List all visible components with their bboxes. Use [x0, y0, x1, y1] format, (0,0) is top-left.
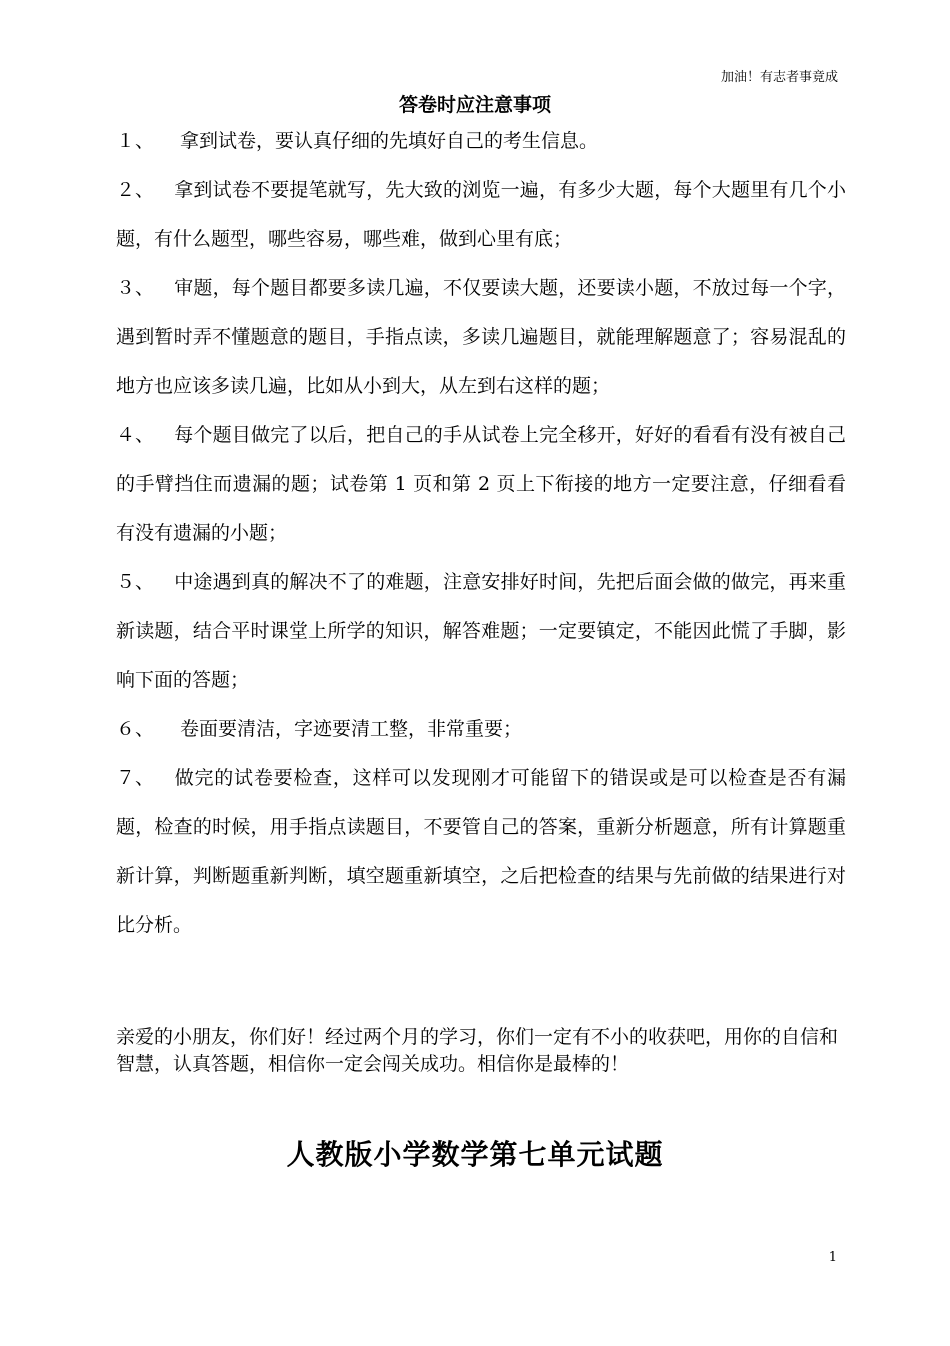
header-motto: 加油！有志者事竟成	[720, 70, 838, 85]
notice-item-text: 审题，每个题目都要多读几遍，不仅要读大题，还要读小题，不放过每一个字，遇到暂时弄不懂题意的题目，手指点读，多读几遍题目，就能理解题意了；容易混乱的地方也应该多读几遍，比如从小到大，从左到右这样的题；	[116, 277, 846, 397]
notice-item-number: ３、	[116, 277, 155, 299]
notice-title: 答卷时应注意事项	[398, 94, 551, 116]
notice-item-number: ６、	[116, 718, 155, 740]
notice-item-text: 做完的试卷要检查，这样可以发现刚才可能留下的错误或是可以检查是否有漏题，检查的时候，用手指点读题目，不要管自己的答案，重新分析题意，所有计算题重新计算，判断题重新判断，填空题重新填空，之后把检查的结果与先前做的结果进行对比分析。	[116, 767, 846, 936]
notice-item-number: １、	[116, 130, 155, 152]
notice-item-2	[116, 166, 846, 264]
exam-title: 人教版小学数学第七单元试题	[286, 1138, 664, 1171]
notice-item-1	[116, 117, 846, 166]
notice-item-6	[116, 705, 846, 754]
notice-item-number: ２、	[116, 179, 155, 201]
notice-item-3	[116, 264, 846, 411]
notice-item-7	[116, 754, 846, 950]
notice-item-number: ５、	[116, 571, 155, 593]
notice-item-text: 拿到试卷不要提笔就写，先大致的浏览一遍，有多少大题，每个大题里有几个小题，有什么题型，哪些容易，哪些难，做到心里有底；	[116, 179, 846, 250]
notice-item-text: 每个题目做完了以后，把自己的手从试卷上完全移开，好好的看看有没有被自己的手臂挡住而遗漏的题；试卷第 1 页和第 2 页上下衔接的地方一定要注意，仔细看看有没有遗漏的小题；	[116, 424, 846, 544]
greeting-paragraph: 亲爱的小朋友，你们好！经过两个月的学习，你们一定有不小的收获吧，用你的自信和智慧，认真答题，相信你一定会闯关成功。相信你是最棒的！	[116, 1026, 839, 1075]
notice-item-4	[116, 411, 846, 558]
notice-item-number: ４、	[116, 424, 155, 446]
notice-item-text: 拿到试卷，要认真仔细的先填好自己的考生信息。	[174, 130, 599, 152]
page-number: 1	[828, 1250, 837, 1265]
notice-item-number: ７、	[116, 767, 155, 789]
notice-item-text: 卷面要清洁，字迹要清工整，非常重要；	[174, 718, 523, 740]
notice-item-text: 中途遇到真的解决不了的难题，注意安排好时间，先把后面会做的做完，再来重新读题，结合平时课堂上所学的知识，解答难题；一定要镇定，不能因此慌了手脚，影响下面的答题；	[116, 571, 846, 691]
notice-item-5	[116, 558, 846, 705]
notice-list	[116, 117, 846, 950]
